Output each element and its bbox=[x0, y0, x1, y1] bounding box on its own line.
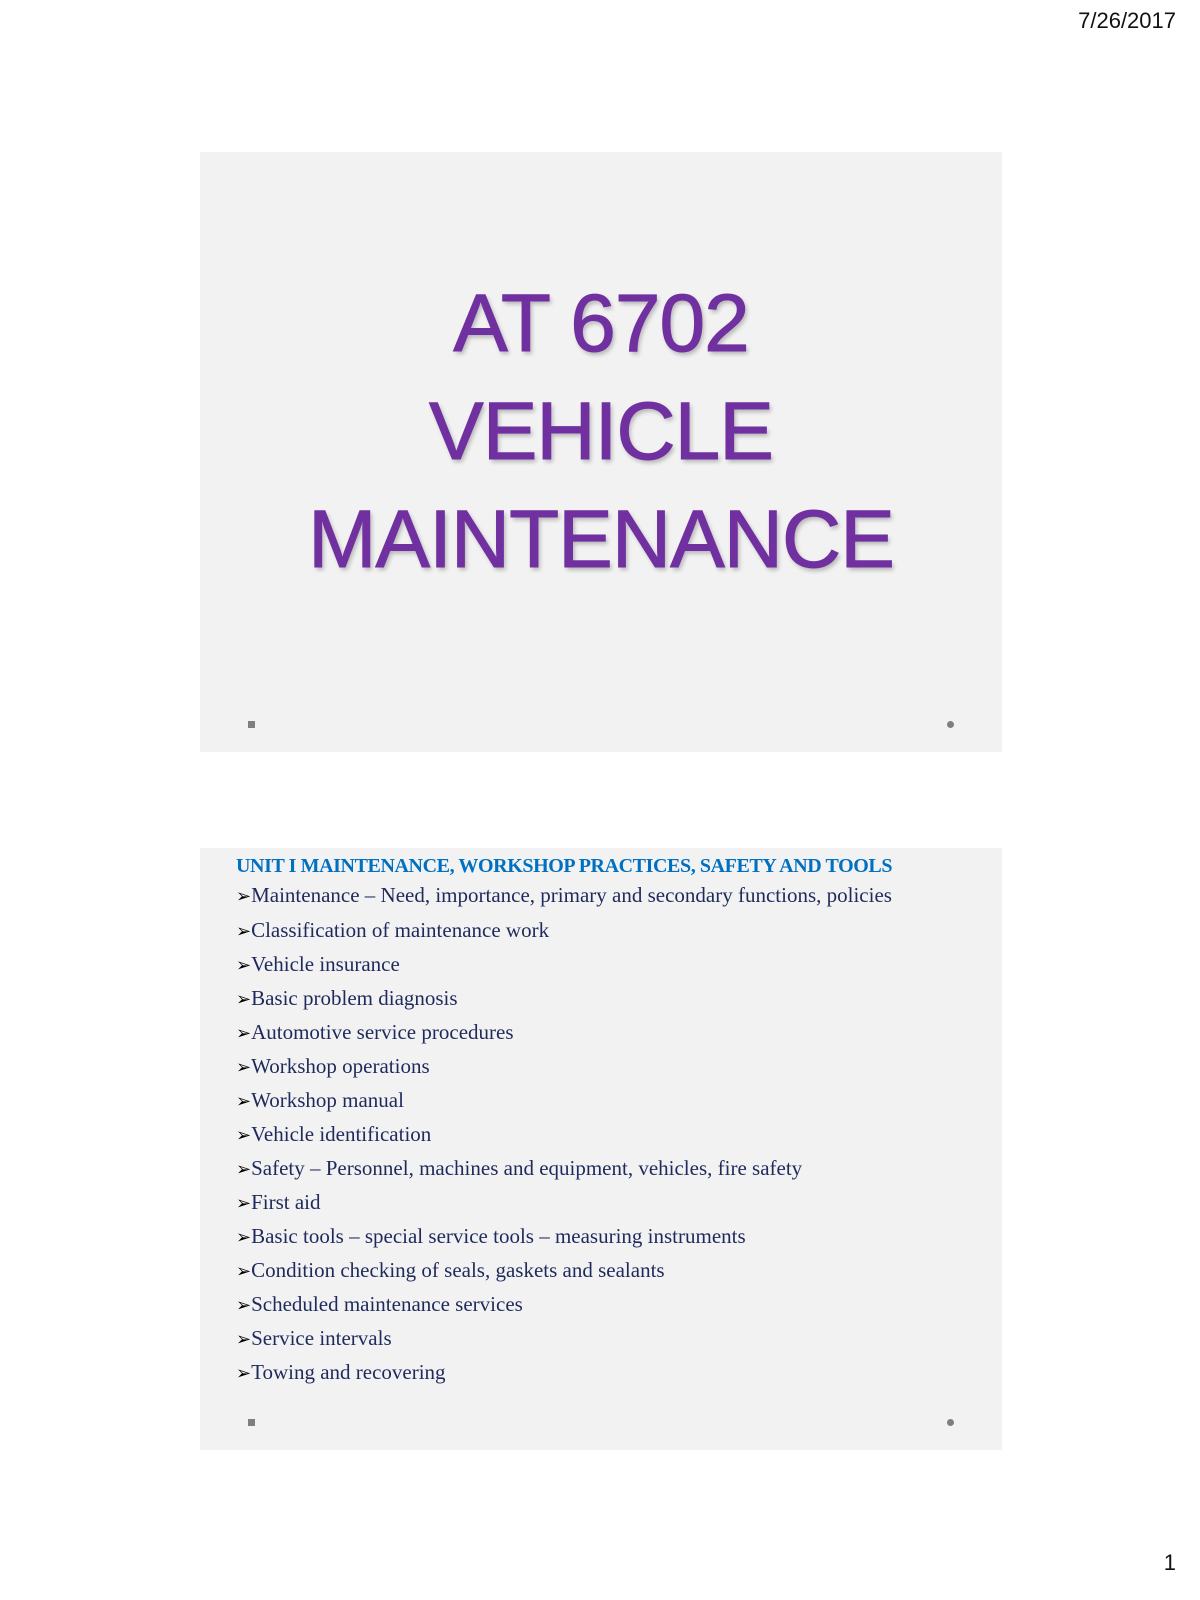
slide-left-marker bbox=[248, 721, 255, 728]
title-line-vehicle: VEHICLE bbox=[429, 386, 773, 477]
list-item bbox=[236, 948, 994, 982]
list-item-label: Condition checking of seals, gaskets and sealants bbox=[251, 1258, 665, 1282]
list-item bbox=[236, 882, 994, 914]
list-item bbox=[236, 1016, 994, 1050]
list-item-label: Vehicle insurance bbox=[251, 952, 400, 976]
list-item bbox=[236, 1118, 994, 1152]
list-item bbox=[236, 1186, 994, 1220]
list-item-label: Basic problem diagnosis bbox=[251, 986, 458, 1010]
list-item bbox=[236, 1288, 994, 1322]
arrow-right-icon: ➢ bbox=[236, 1125, 252, 1146]
list-item bbox=[236, 1254, 994, 1288]
arrow-right-icon: ➢ bbox=[236, 955, 252, 976]
list-item-label: Workshop manual bbox=[251, 1088, 404, 1112]
arrow-right-icon: ➢ bbox=[236, 1193, 252, 1214]
list-item bbox=[236, 1152, 994, 1186]
list-item bbox=[236, 1050, 994, 1084]
arrow-right-icon: ➢ bbox=[236, 921, 252, 942]
list-item-label: Automotive service procedures bbox=[251, 1020, 514, 1044]
page-number: 1 bbox=[1163, 1550, 1176, 1575]
unit-heading: UNIT I MAINTENANCE, WORKSHOP PRACTICES, SAFETY AND TOOLS bbox=[236, 855, 893, 877]
slide-right-marker bbox=[947, 1419, 954, 1426]
arrow-right-icon: ➢ bbox=[236, 989, 252, 1010]
list-item bbox=[236, 1220, 994, 1254]
list-item bbox=[236, 914, 994, 948]
list-item-label: Vehicle identification bbox=[251, 1122, 432, 1146]
arrow-right-icon: ➢ bbox=[236, 1159, 252, 1180]
arrow-right-icon: ➢ bbox=[236, 1329, 252, 1350]
slide-right-marker bbox=[947, 721, 954, 728]
page-date: 7/26/2017 bbox=[1078, 8, 1176, 33]
arrow-right-icon: ➢ bbox=[236, 1295, 252, 1316]
arrow-right-icon: ➢ bbox=[236, 1363, 252, 1384]
arrow-right-icon: ➢ bbox=[236, 1057, 252, 1078]
list-item-label: Classification of maintenance work bbox=[251, 918, 550, 942]
list-item-label: Maintenance – Need, importance, primary and secondary functions, policies bbox=[251, 883, 892, 907]
arrow-right-icon: ➢ bbox=[236, 886, 252, 907]
list-item-label: Safety – Personnel, machines and equipment, vehicles, fire safety bbox=[251, 1156, 803, 1180]
list-item bbox=[236, 1322, 994, 1356]
list-item bbox=[236, 1084, 994, 1118]
title-slide bbox=[200, 152, 1002, 752]
topic-list bbox=[236, 882, 994, 1390]
slide-left-marker bbox=[248, 1419, 255, 1426]
list-item-label: First aid bbox=[251, 1190, 321, 1214]
syllabus-content bbox=[236, 850, 994, 1390]
syllabus-slide bbox=[200, 848, 1002, 1450]
title-line-course-code: AT 6702 bbox=[453, 278, 749, 369]
list-item-label: Scheduled maintenance services bbox=[251, 1292, 523, 1316]
list-item bbox=[236, 1356, 994, 1390]
list-item-label: Workshop operations bbox=[251, 1054, 430, 1078]
list-item bbox=[236, 982, 994, 1016]
list-item-label: Towing and recovering bbox=[251, 1360, 446, 1384]
list-item-label: Service intervals bbox=[251, 1326, 392, 1350]
arrow-right-icon: ➢ bbox=[236, 1261, 252, 1282]
slide-title bbox=[200, 270, 1002, 594]
list-item-label: Basic tools – special service tools – measuring instruments bbox=[251, 1224, 746, 1248]
arrow-right-icon: ➢ bbox=[236, 1227, 252, 1248]
title-line-maintenance: MAINTENANCE bbox=[308, 494, 894, 585]
arrow-right-icon: ➢ bbox=[236, 1091, 252, 1112]
arrow-right-icon: ➢ bbox=[236, 1023, 252, 1044]
